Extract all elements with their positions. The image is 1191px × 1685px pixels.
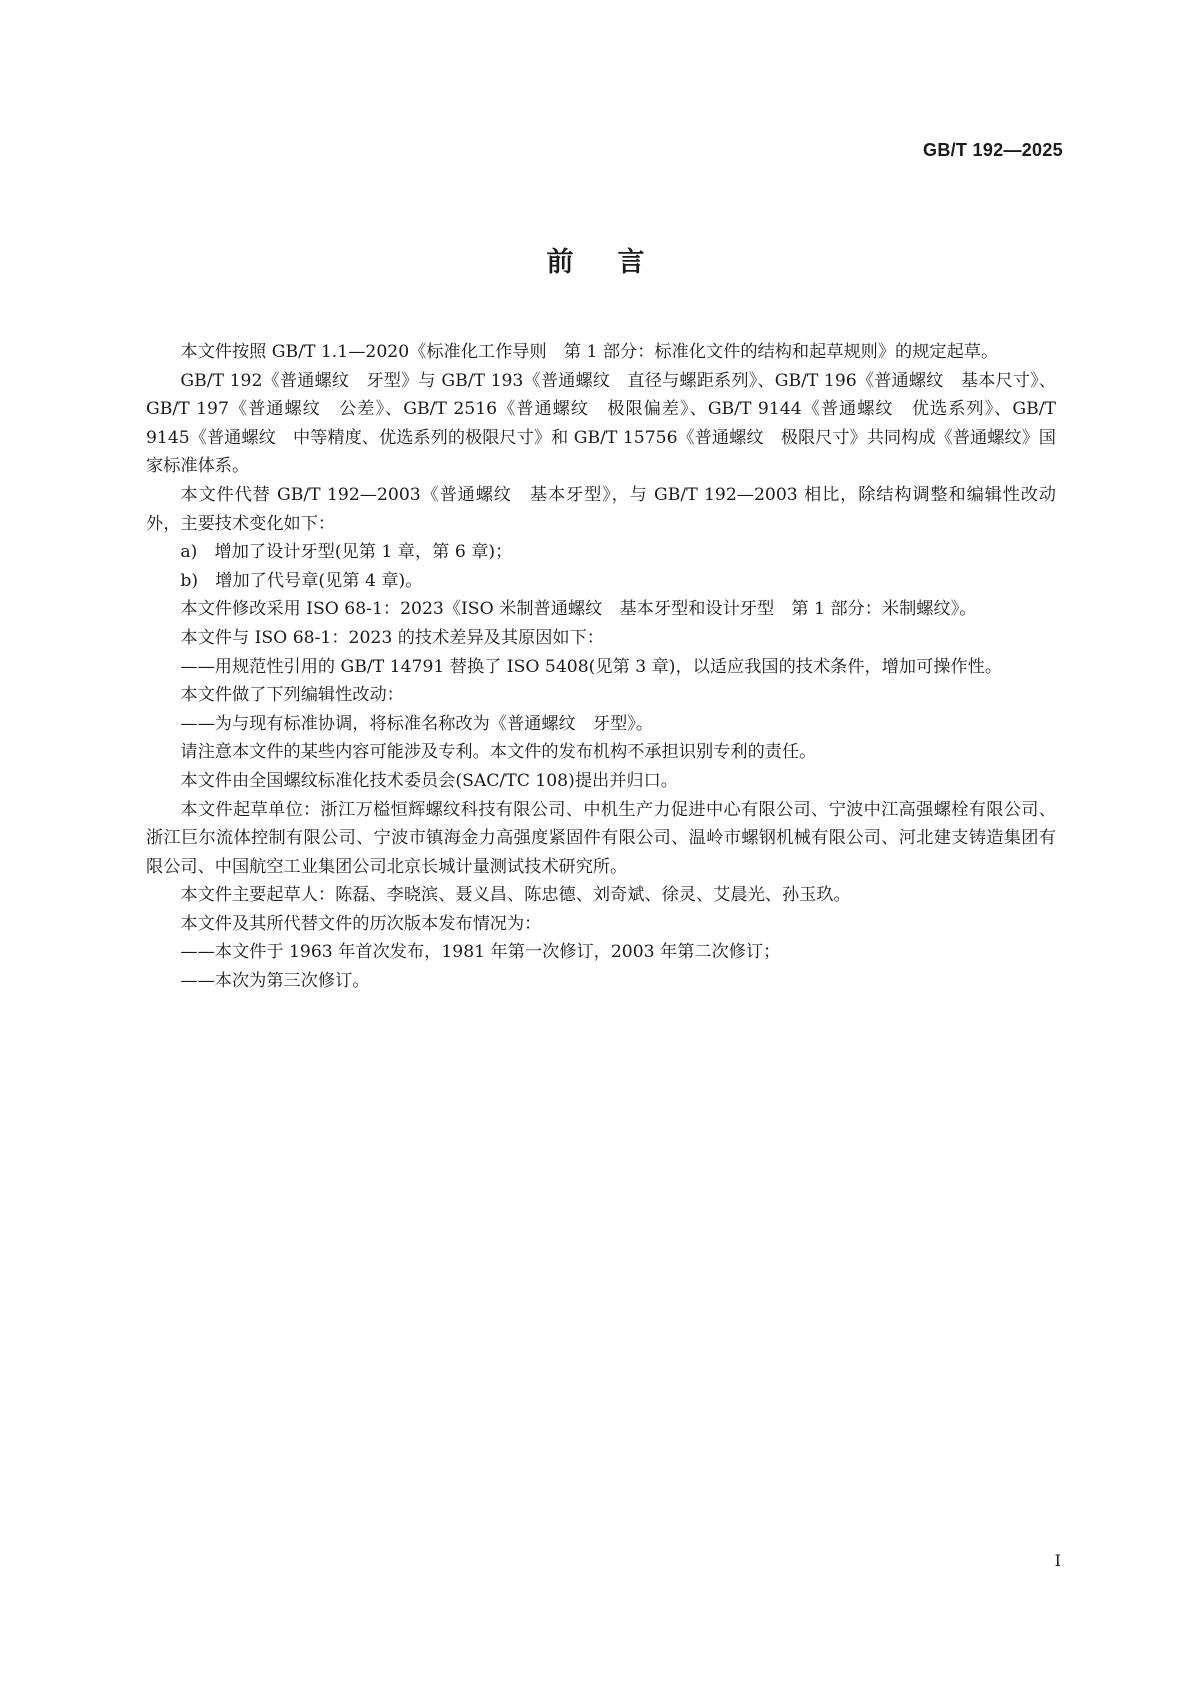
page-title: 前言	[546, 247, 689, 278]
dash-item-history-1: ——本文件于 1963 年首次发布，1981 年第一次修订，2003 年第二次修订；	[180, 942, 781, 963]
foreword-body	[146, 338, 1056, 996]
standard-code: GB/T 192—2025	[923, 140, 1063, 160]
paragraph-drafters: 本文件主要起草人：陈磊、李晓滨、聂义昌、陈忠德、刘奇斌、徐灵、艾晨光、孙玉玖。	[180, 885, 851, 906]
paragraph-history: 本文件及其所代替文件的历次版本发布情况为：	[180, 913, 542, 934]
list-item-b: b) 增加了代号章(见第 4 章)。	[180, 570, 423, 591]
paragraph-patent-notice: 请注意本文件的某些内容可能涉及专利。本文件的发布机构不承担识别专利的责任。	[180, 742, 817, 763]
paragraph-drafting-units: 本文件起草单位：浙江万榏恒辉螺纹科技有限公司、中机生产力促进中心有限公司、宁波中江高强螺栓有限公司、浙江巨尔流体控制有限公司、宁波市镇海金力高强度紧固件有限公司、温岭市螺钢机械有限公司、河北建支铸造集团有限公司、中国航空工业集团公司北京长城计量测试技术研究所。	[146, 799, 1056, 877]
paragraph-technical-differences: 本文件与 ISO 68-1：2023 的技术差异及其原因如下：	[180, 627, 604, 648]
paragraph-adoption: 本文件修改采用 ISO 68-1：2023《ISO 米制普通螺纹 基本牙型和设计牙型 第 1 部分：米制螺纹》。	[180, 599, 977, 620]
list-item-a: a) 增加了设计牙型(见第 1 章，第 6 章)；	[180, 542, 513, 563]
paragraph-proposer: 本文件由全国螺纹标准化技术委员会(SAC/TC 108)提出并归口。	[180, 770, 678, 791]
dash-item-history-2: ——本次为第三次修订。	[180, 971, 370, 992]
dash-item-editorial-change: ——为与现有标准协调，将标准名称改为《普通螺纹 牙型》。	[180, 713, 654, 734]
paragraph-replacement: 本文件代替 GB/T 192—2003《普通螺纹 基本牙型》，与 GB/T 192—2003 相比，除结构调整和编辑性改动外，主要技术变化如下：	[146, 484, 1056, 534]
paragraph-drafting-rules: 本文件按照 GB/T 1.1—2020《标准化工作导则 第 1 部分：标准化文件的结构和起草规则》的规定起草。	[180, 342, 999, 362]
paragraph-editorial-changes: 本文件做了下列编辑性改动：	[180, 685, 404, 706]
page-number: I	[1054, 1551, 1061, 1570]
dash-item-technical-difference: ——用规范性引用的 GB/T 14791 替换了 ISO 5408(见第 3 章)，以适应我国的技术条件，增加可操作性。	[180, 656, 1003, 677]
paragraph-standard-system: GB/T 192《普通螺纹 牙型》与 GB/T 193《普通螺纹 直径与螺距系列》、GB/T 196《普通螺纹 基本尺寸》、GB/T 197《普通螺纹 公差》、GB/T 2516《普通螺纹 极限偏差》、GB/T 9144《普通螺纹 优选系列》、GB/T 9145《普通螺纹 中等精度、优选系列的极限尺寸》和 GB/T 15756《普通螺纹 极限尺寸》共同构成《普通螺纹》国家标准体系。	[146, 370, 1056, 477]
